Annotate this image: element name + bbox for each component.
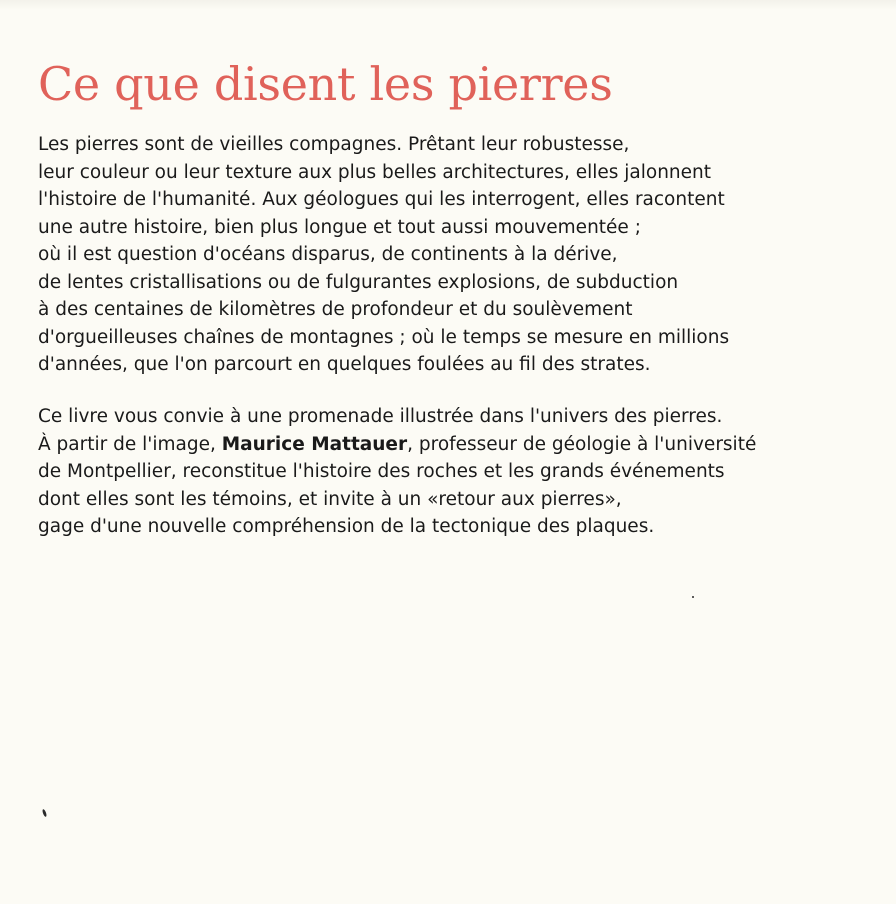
description-paragraph-2	[38, 403, 756, 541]
author-line-suffix: , professeur de géologie à l'université	[407, 433, 757, 455]
paragraph-1-line: Les pierres sont de vieilles compagnes. Prêtant leur robustesse,	[38, 134, 630, 155]
author-line-prefix: À partir de l'image,	[38, 433, 222, 455]
description-paragraph-1	[38, 131, 729, 379]
book-title: Ce que disent les pierres	[38, 57, 613, 111]
paragraph-2-line: gage d'une nouvelle compréhension de la tectonique des plaques.	[38, 516, 655, 537]
paragraph-2-line: de Montpellier, reconstitue l'histoire des roches et les grands événements	[38, 461, 725, 482]
paragraph-1-line: où il est question d'océans disparus, de continents à la dérive,	[38, 244, 618, 265]
paragraph-1-line: de lentes cristallisations ou de fulgurantes explosions, de subduction	[38, 271, 679, 293]
paragraph-2-line: Ce livre vous convie à une promenade illustrée dans l'univers des pierres.	[38, 406, 723, 427]
paragraph-2-author-line	[38, 431, 756, 459]
paragraph-2-line: dont elles sont les témoins, et invite à un «retour aux pierres»,	[38, 488, 622, 510]
paper-speck	[692, 596, 694, 598]
paragraph-1-line: leur couleur ou leur texture aux plus belles architectures, elles jalonnent	[38, 161, 712, 183]
author-name: Maurice Mattauer	[221, 433, 408, 455]
paragraph-1-line: une autre histoire, bien plus longue et tout aussi mouvementée ;	[38, 216, 641, 238]
paragraph-1-line: d'orgueilleuses chaînes de montagnes ; où le temps se mesure en millions	[38, 326, 730, 348]
paper-speck	[42, 809, 48, 818]
paragraph-1-line: à des centaines de kilomètres de profondeur et du soulèvement	[38, 299, 633, 320]
paragraph-1-line: l'histoire de l'humanité. Aux géologues qui les interrogent, elles racontent	[38, 189, 725, 210]
paragraph-1-line: d'années, que l'on parcourt en quelques foulées au fil des strates.	[38, 354, 651, 375]
paper-top-edge	[0, 0, 896, 10]
